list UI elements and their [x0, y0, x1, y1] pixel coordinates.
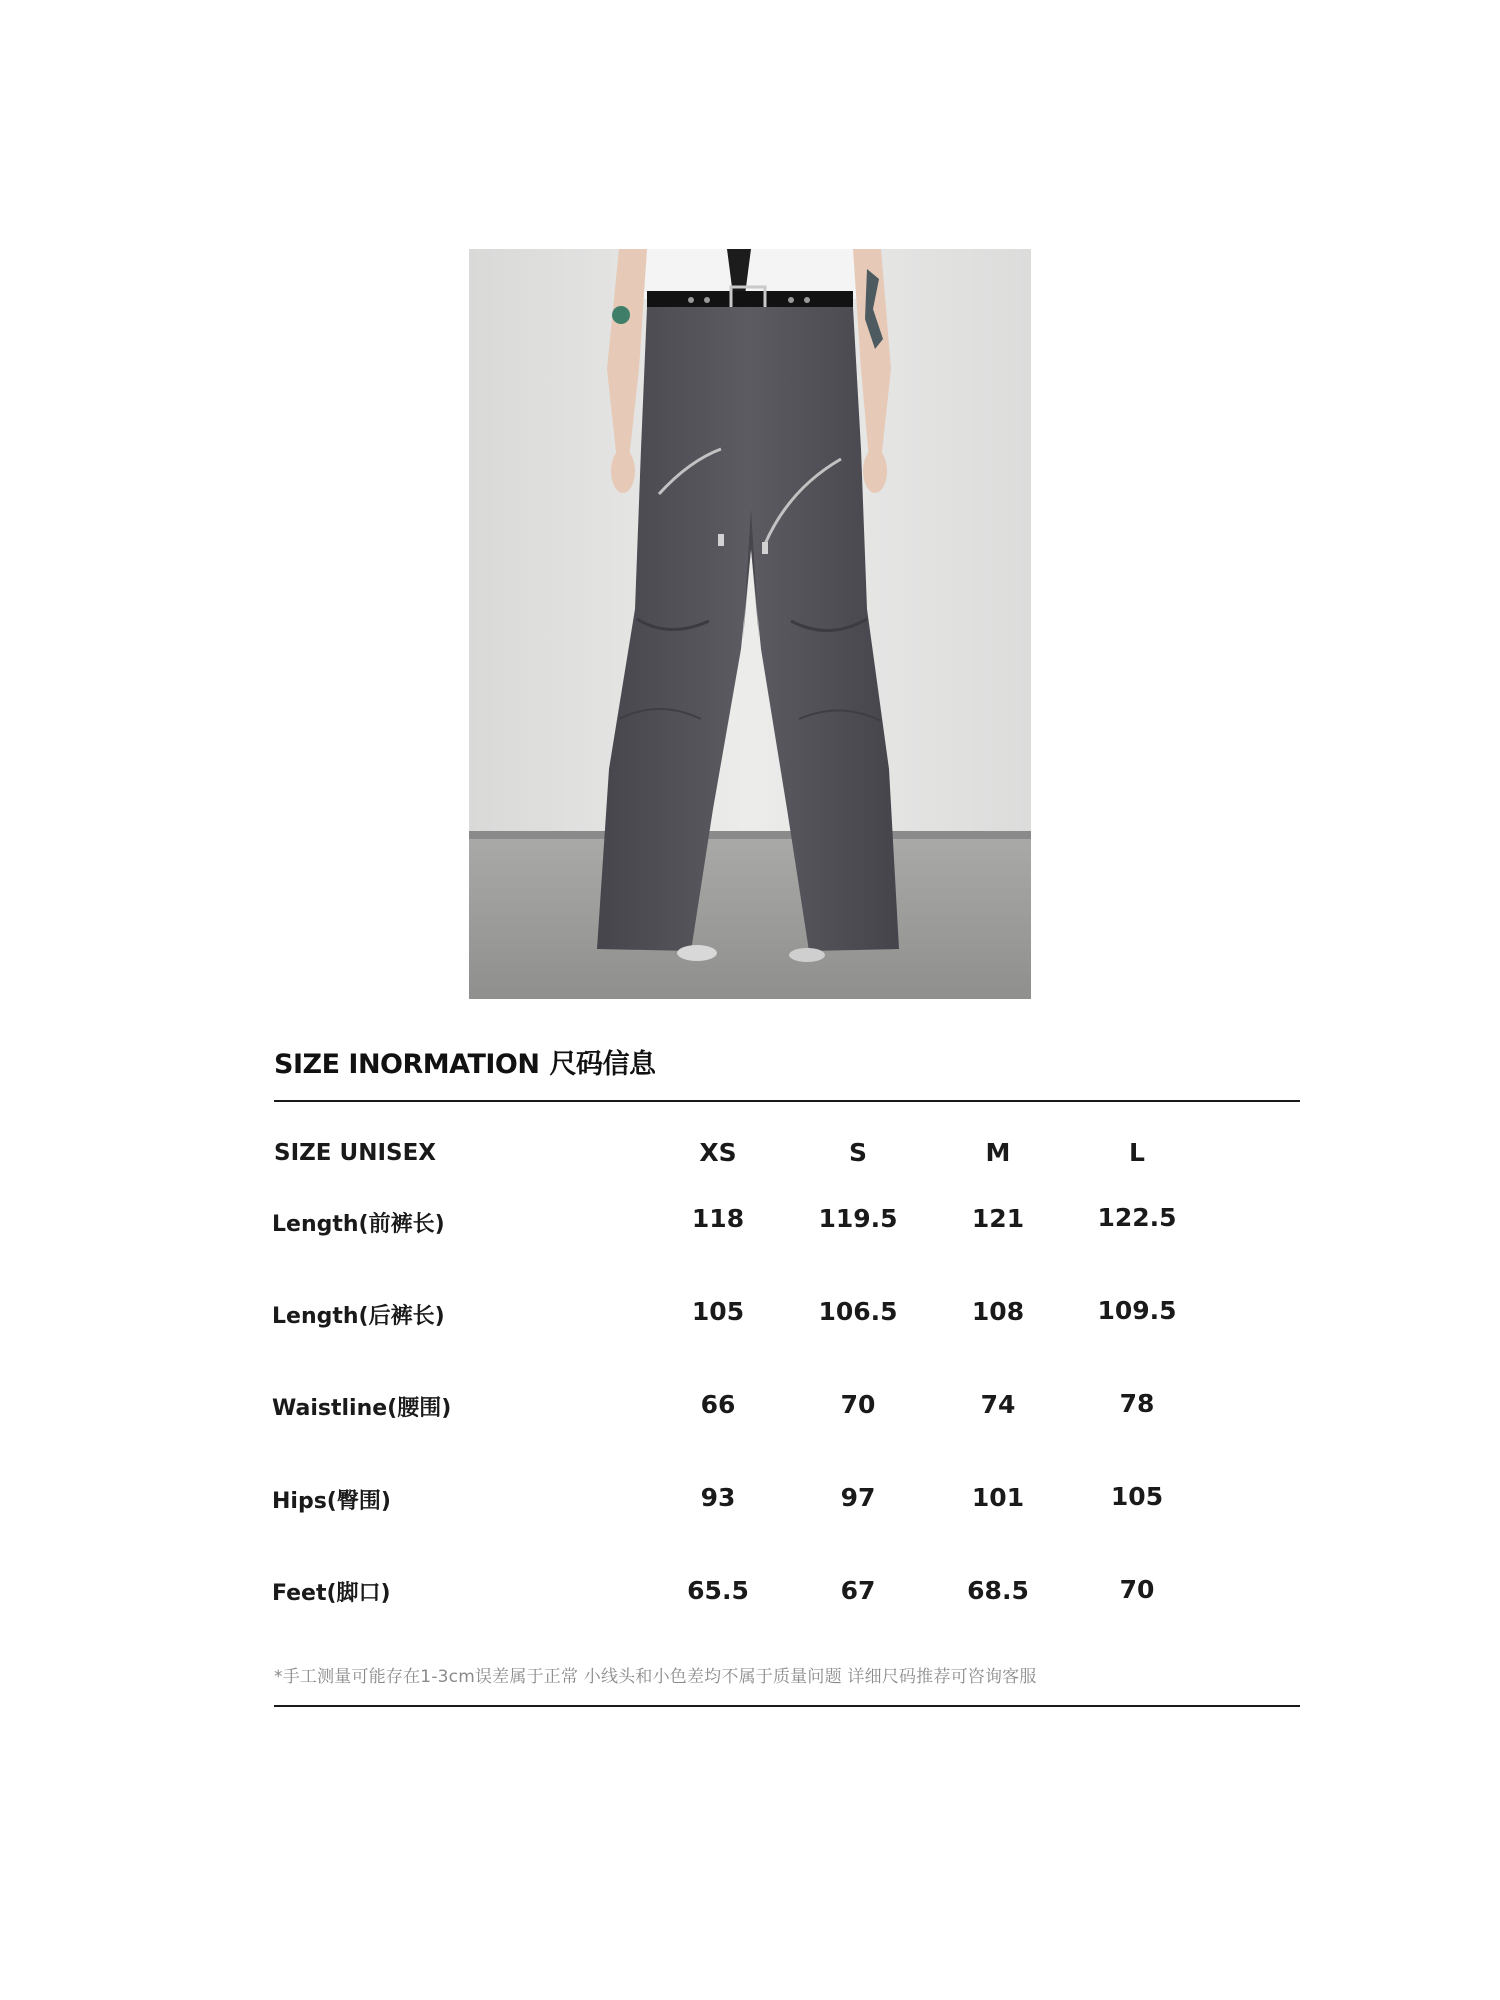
- value-cell: 70: [840, 1390, 876, 1419]
- value-cell: 97: [840, 1483, 876, 1512]
- belt: [647, 291, 853, 309]
- shoe-right: [789, 948, 825, 962]
- value-cell: 70: [1119, 1575, 1155, 1604]
- value-cell: 105: [1110, 1482, 1164, 1511]
- value-cell: 101: [971, 1483, 1025, 1512]
- size-header-label: SIZE UNISEX: [274, 1140, 437, 1166]
- value-cell: 68.5: [967, 1576, 1029, 1605]
- size-info-title-en: SIZE INORMATION: [274, 1049, 540, 1080]
- value-cell: 121: [971, 1204, 1025, 1233]
- value-cell: 108: [971, 1297, 1025, 1326]
- value-cell: 106.5: [818, 1297, 898, 1326]
- row-label-hips: Hips(臀围): [272, 1489, 391, 1514]
- floor: [469, 839, 1031, 999]
- row-label-waistline: Waistline(腰围): [272, 1396, 452, 1421]
- value-cell: 67: [840, 1576, 876, 1605]
- left-hand: [611, 449, 635, 493]
- size-header-m: M: [985, 1138, 1011, 1167]
- value-cell: 122.5: [1097, 1203, 1177, 1232]
- row-label-front-length: Length(前裤长): [272, 1212, 445, 1237]
- value-cell: 74: [980, 1390, 1016, 1419]
- value-cell: 66: [700, 1390, 736, 1419]
- value-cell: 78: [1119, 1389, 1155, 1418]
- flared-pants-illustration: [469, 249, 1031, 999]
- row-label-back-length: Length(后裤长): [272, 1304, 445, 1329]
- value-cell: 119.5: [818, 1204, 898, 1233]
- size-header-l: L: [1129, 1138, 1145, 1167]
- size-info-title-cn: 尺码信息: [549, 1049, 656, 1080]
- size-header-xs: XS: [699, 1138, 737, 1167]
- measurement-footnote: *手工测量可能存在1-3cm误差属于正常 小线头和小色差均不属于质量问题 详细尺码推荐可咨询客服: [274, 1667, 1037, 1687]
- value-cell: 118: [691, 1204, 745, 1233]
- size-info-title: [274, 1042, 655, 1081]
- value-cell: 105: [691, 1297, 745, 1326]
- right-hand: [863, 449, 887, 493]
- size-header-s: S: [848, 1138, 867, 1167]
- value-cell: 93: [700, 1483, 736, 1512]
- tattoo-left: [612, 306, 630, 324]
- shoe-left: [677, 945, 717, 961]
- value-cell: 65.5: [687, 1576, 749, 1605]
- row-label-feet: Feet(脚口): [272, 1581, 391, 1606]
- product-photo: [469, 249, 1031, 999]
- skirting: [469, 831, 1031, 839]
- bottom-divider: [274, 1705, 1300, 1707]
- top-divider: [274, 1100, 1300, 1102]
- value-cell: 109.5: [1097, 1296, 1177, 1325]
